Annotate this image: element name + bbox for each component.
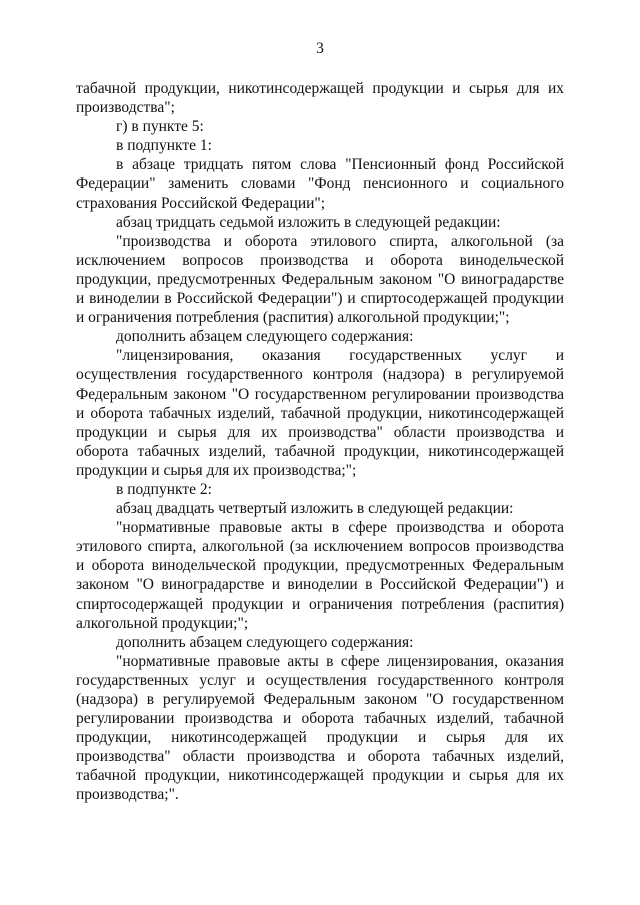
page-number: 3: [316, 40, 324, 57]
paragraph-amendment-37-intro: абзац тридцать седьмой изложить в следующей редакции:: [116, 213, 501, 231]
paragraph-amendment-35: в абзаце тридцать пятом слова "Пенсионный фонд Российской Федерации" заменить словами "Фонд пенсионного и социального страхования Российской Федерации";: [76, 156, 564, 212]
paragraph-continuation: табачной продукции, никотинсодержащей продукции и сырья для их производства";: [76, 80, 564, 117]
paragraph-item-g: г) в пункте 5:: [116, 118, 204, 136]
paragraph-addition-intro-2: дополнить абзацем следующего содержания:: [116, 633, 414, 651]
paragraph-amendment-37-text: "производства и оборота этилового спирта, алкогольной (за исключением вопросов производства и оборота винодельческой продукции, предусмотренных Федеральным законом "О виноградарстве и виноделии в Российской Федерации") и спиртосодержащей продукции и ограничения потребления (распития) алкогольной продукции;";: [76, 232, 564, 327]
paragraph-amendment-24-intro: абзац двадцать четвертый изложить в следующей редакции:: [116, 500, 514, 518]
paragraph-addition-intro-1: дополнить абзацем следующего содержания:: [116, 328, 414, 346]
paragraph-amendment-24-text: "нормативные правовые акты в сфере производства и оборота этилового спирта, алкогольной (за исключением вопросов производства и оборота винодельческой продукции, предусмотренных Федеральным законом "О виноградарстве и виноделии в Российской Федерации") и спиртосодержащей продукции и ограничения потребления (распития) алкогольной продукции;";: [76, 519, 564, 632]
paragraph-subpoint-1: в подпункте 1:: [116, 137, 212, 155]
document-body: [76, 79, 564, 805]
paragraph-addition-text-1: "лицензирования, оказания государственных услуг и осуществления государственного контроля (надзора) в регулируемой Федеральным законом "О государственном регулировании производства и оборота табачных изделий, табачной продукции, никотинсодержащей продукции и сырья для их производства" области производства и оборота табачных изделий, табачной продукции, никотинсодержащей продукции и сырья для их производства;";: [76, 347, 564, 479]
paragraph-addition-text-2: "нормативные правовые акты в сфере лицензирования, оказания государственных услуг и осуществления государственного контроля (надзора) в регулируемой Федеральным законом "О государственном регулировании производства и оборота табачных изделий, табачной продукции, никотинсодержащей продукции и сырья для их производства" области производства и оборота табачных изделий, табачной продукции, никотинсодержащей продукции и сырья для их производства;".: [76, 652, 564, 804]
paragraph-subpoint-2: в подпункте 2:: [116, 480, 212, 498]
